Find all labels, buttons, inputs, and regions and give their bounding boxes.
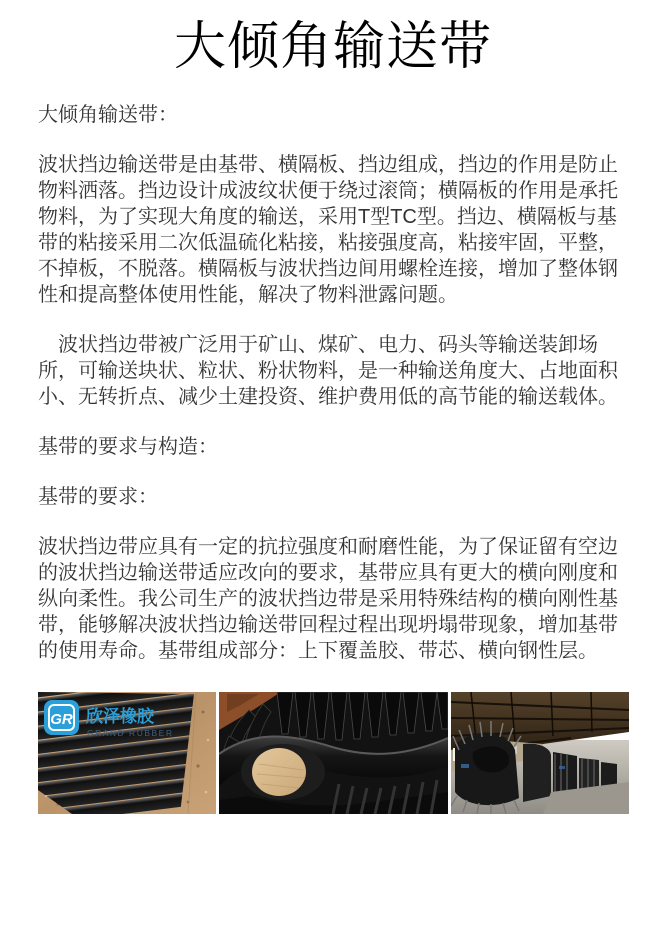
photo-sidewall-strips [38,692,216,814]
wood-floor-through-loop [252,748,306,796]
paragraph-applications: 波状挡边带被广泛用于矿山、煤矿、电力、码头等输送装卸场所，可输送块状、粒状、粉状物料，是一种输送角度大、占地面积小、无转折点、减少土建投资、维护费用低的高节能的输送载体。 [38,334,618,408]
photo-belt-coil-closeup [219,692,448,814]
paragraph-base-belt-details: 波状挡边带应具有一定的抗拉强度和耐磨性能，为了保证留有空边的波状挡边输送带适应改向的要求，基带应具有更大的横向刚度和纵向柔性。我公司生产的波状挡边带是采用特殊结构的横向刚性基带，能够解决波状挡边输送带回程过程出现坍塌带现象，增加基带的使用寿命。基带组成部分：上下覆盖胶、带芯、横向钢性层。 [38,536,618,662]
page-title: 大倾角输送带 [173,18,492,76]
heading-base-belt-requirements: 基带的要求： [38,486,158,508]
brand-name-cn: 欣泽橡胶 [86,707,154,726]
brand-logo-letters: GR [50,711,73,728]
product-photo-row [38,692,628,814]
paragraph-composition: 波状挡边输送带是由基带、横隔板、挡边组成，挡边的作用是防止物料洒落。挡边设计成波纹状便于绕过滚筒；横隔板的作用是承托物料，为了实现大角度的输送，采用T型TC型。挡边、横隔板与基带的粘接采用二次低温硫化粘接，粘接强度高，粘接牢固，平整，不掉板，不脱落。横隔板与波状挡边间用螺栓连接，增加了整体钢性和提高整体使用性能，解决了物料泄露问题。 [38,154,618,306]
paragraph-lead: 大倾角输送带： [38,104,178,126]
photo-warehouse-belt-rolls [451,692,629,814]
heading-base-belt-requirements-structure: 基带的要求与构造： [38,436,218,458]
brand-name-en: GRAND RUBBER [87,728,174,738]
